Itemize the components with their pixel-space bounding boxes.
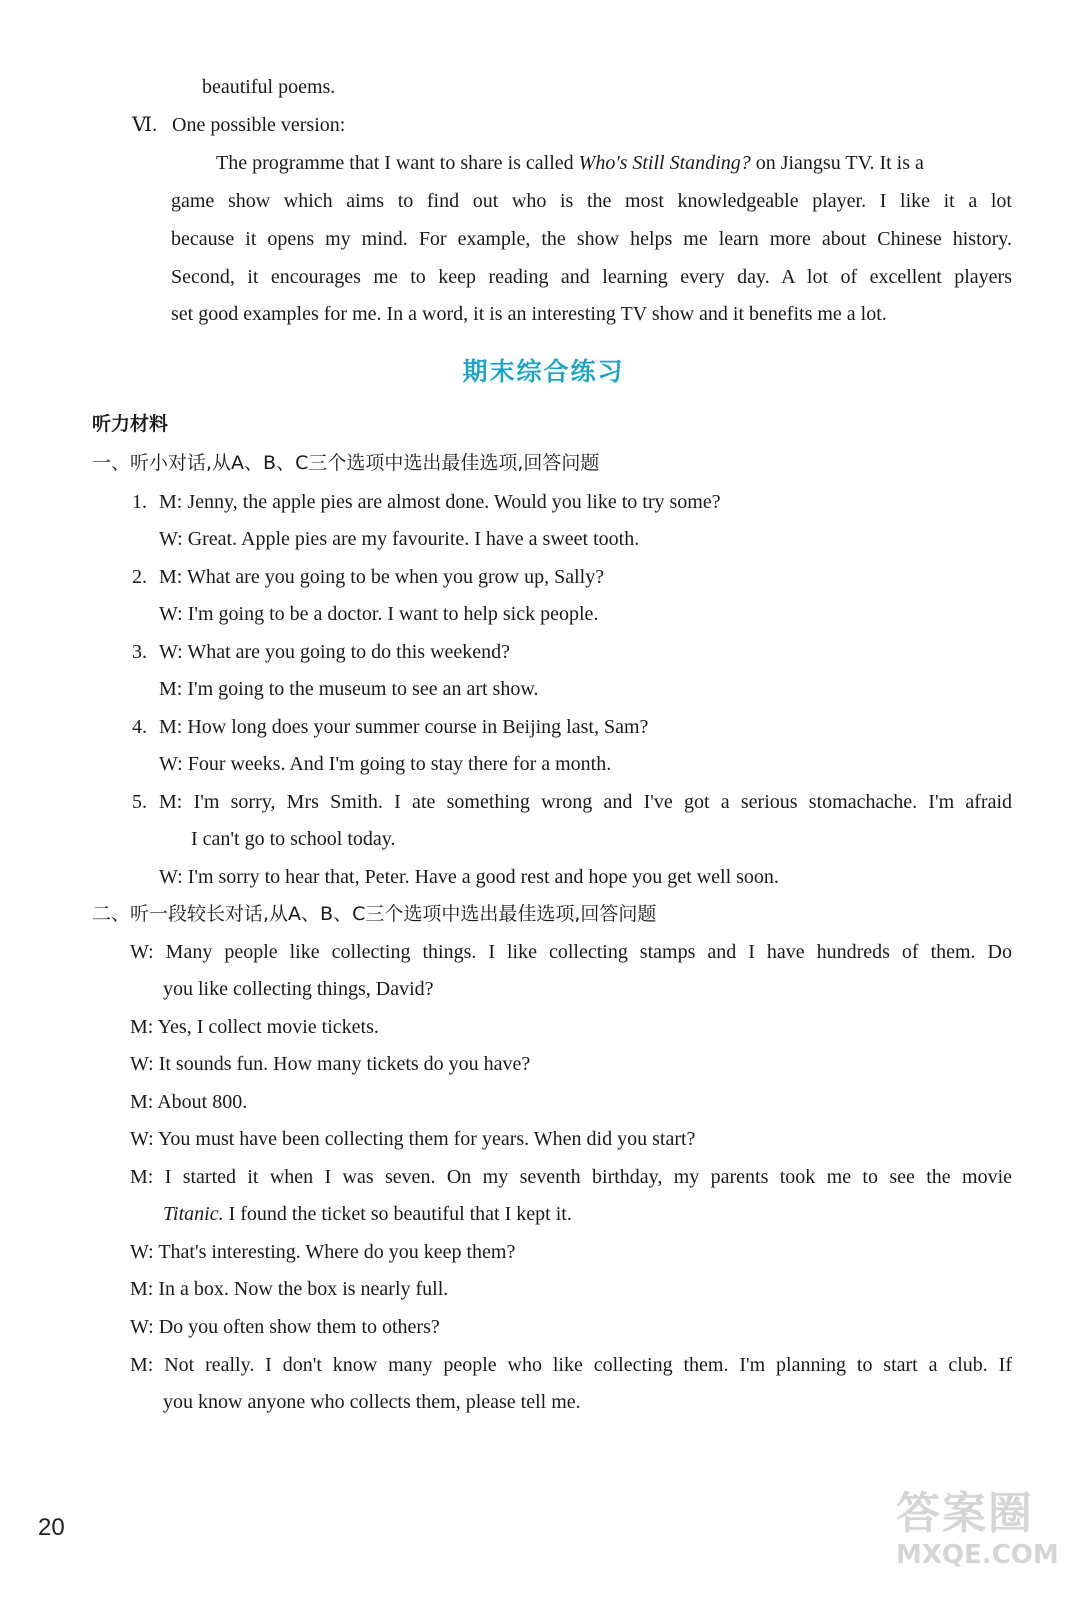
essay-line: Second, it encourages me to keep reading and learning every day. A lot of excellent players bbox=[171, 266, 1012, 288]
dialogue-line: M: What are you going to be when you grow up, Sally? bbox=[159, 566, 605, 588]
essay-line: because it opens my mind. For example, the show helps me learn more about Chinese history. bbox=[171, 228, 1012, 250]
essay-text: The programme that I want to share is called bbox=[216, 152, 579, 174]
dialogue-line: M: About 800. bbox=[130, 1091, 248, 1113]
section-number: Ⅵ. bbox=[132, 114, 158, 136]
essay-line: set good examples for me. In a word, it is an interesting TV show and it benefits me a lot. bbox=[171, 303, 887, 325]
section-title: 期末综合练习 bbox=[462, 357, 625, 386]
movie-title: Titanic. bbox=[163, 1203, 224, 1225]
dialogue-line: M: I'm going to the museum to see an art show. bbox=[159, 678, 539, 700]
question-number: 2. bbox=[132, 566, 147, 588]
part-heading: 一、听小对话,从A、B、C三个选项中选出最佳选项,回答问题 bbox=[92, 452, 600, 474]
part-heading: 二、听一段较长对话,从A、B、C三个选项中选出最佳选项,回答问题 bbox=[92, 903, 657, 925]
question-number: 3. bbox=[132, 641, 147, 663]
dialogue-line bbox=[163, 1201, 572, 1227]
listening-title: 听力材料 bbox=[92, 413, 169, 435]
dialogue-line: M: How long does your summer course in Beijing last, Sam? bbox=[159, 716, 649, 738]
watermark-logo bbox=[896, 1488, 1066, 1588]
dialogue-line: M: Yes, I collect movie tickets. bbox=[130, 1016, 379, 1038]
dialogue-line: W: What are you going to do this weekend? bbox=[159, 641, 511, 663]
text-line: One possible version: bbox=[172, 114, 346, 136]
question-number: 5. bbox=[132, 791, 147, 813]
dialogue-line: W: I'm going to be a doctor. I want to help sick people. bbox=[159, 603, 599, 625]
dialogue-line: W: That's interesting. Where do you keep them? bbox=[130, 1241, 516, 1263]
dialogue-line: W: It sounds fun. How many tickets do you have? bbox=[130, 1053, 531, 1075]
dialogue-line: I can't go to school today. bbox=[191, 828, 396, 850]
dialogue-line: M: In a box. Now the box is nearly full. bbox=[130, 1278, 449, 1300]
question-number: 1. bbox=[132, 491, 147, 513]
dialogue-line: W: Four weeks. And I'm going to stay there for a month. bbox=[159, 753, 612, 775]
essay-text: on Jiangsu TV. It is a bbox=[750, 152, 924, 174]
show-title: Who's Still Standing? bbox=[578, 152, 751, 174]
essay-line bbox=[216, 150, 924, 176]
dialogue-line: you know anyone who collects them, please tell me. bbox=[163, 1391, 581, 1413]
dialogue-text: I found the ticket so beautiful that I kept it. bbox=[223, 1203, 572, 1225]
question-number: 4. bbox=[132, 716, 147, 738]
dialogue-line: M: I started it when I was seven. On my seventh birthday, my parents took me to see the movie bbox=[130, 1166, 1012, 1188]
watermark-url: MXQE.COM bbox=[896, 1540, 1059, 1570]
dialogue-line: W: I'm sorry to hear that, Peter. Have a good rest and hope you get well soon. bbox=[159, 866, 779, 888]
dialogue-line: W: Many people like collecting things. I like collecting stamps and I have hundreds of them. Do bbox=[130, 941, 1012, 963]
page-number: 20 bbox=[38, 1514, 65, 1541]
dialogue-line: M: I'm sorry, Mrs Smith. I ate something wrong and I've got a serious stomachache. I'm afraid bbox=[159, 791, 1012, 813]
dialogue-line: you like collecting things, David? bbox=[163, 978, 434, 1000]
dialogue-line: M: Not really. I don't know many people who like collecting them. I'm planning to start a club. If bbox=[130, 1354, 1012, 1376]
dialogue-line: W: You must have been collecting them for years. When did you start? bbox=[130, 1128, 696, 1150]
dialogue-line: W: Do you often show them to others? bbox=[130, 1316, 440, 1338]
dialogue-line: M: Jenny, the apple pies are almost done. Would you like to try some? bbox=[159, 491, 721, 513]
text-line: beautiful poems. bbox=[202, 76, 336, 98]
dialogue-line: W: Great. Apple pies are my favourite. I have a sweet tooth. bbox=[159, 528, 640, 550]
watermark-text: 答案圈 bbox=[896, 1488, 1034, 1539]
essay-line: game show which aims to find out who is the most knowledgeable player. I like it a lot bbox=[171, 190, 1012, 212]
